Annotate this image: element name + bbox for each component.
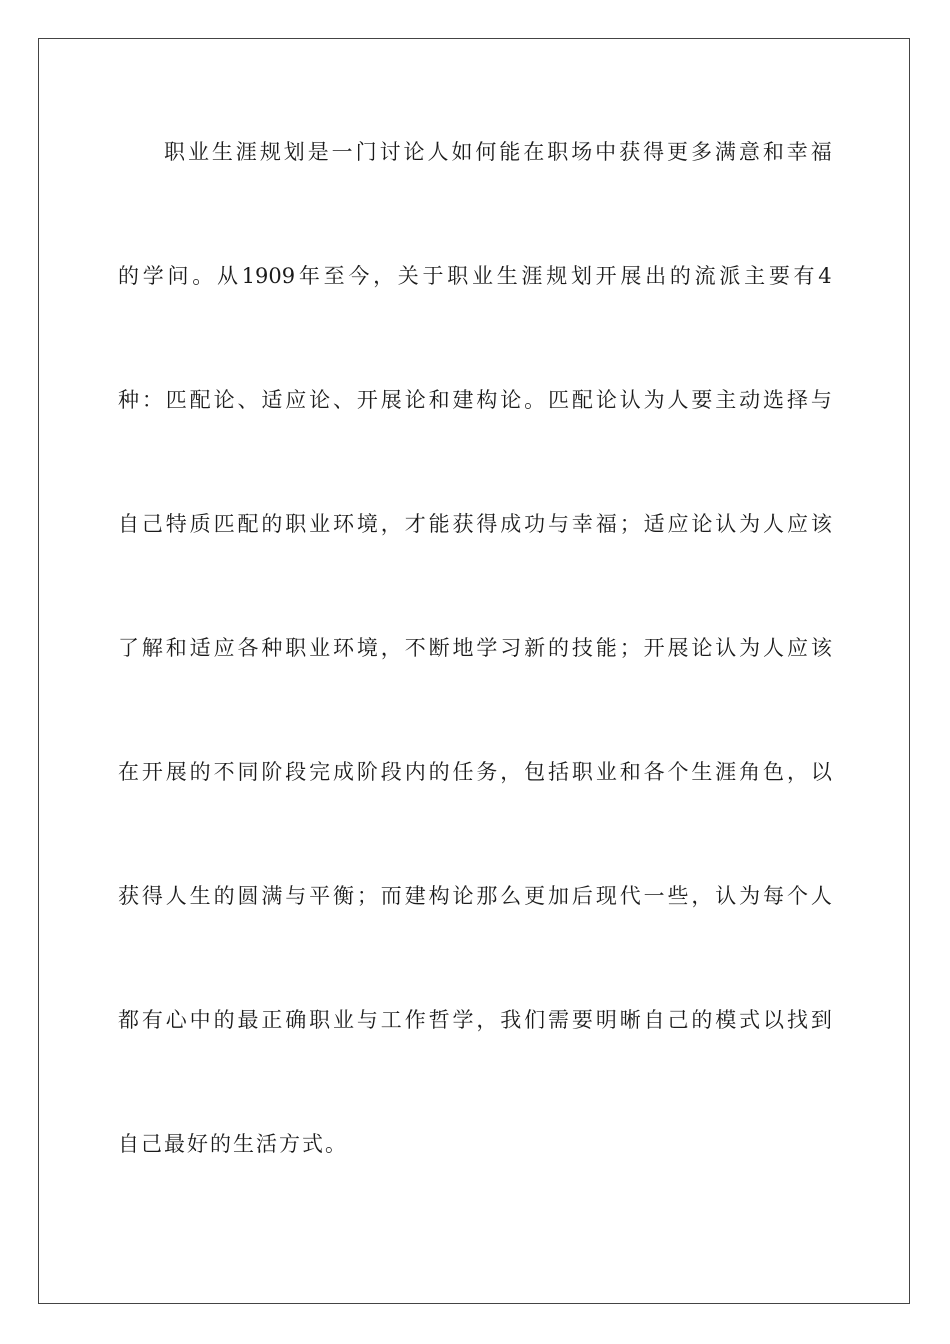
text-token: 环 [333, 512, 355, 536]
text-token: 展 [165, 760, 187, 784]
text-token: 解 [141, 636, 163, 660]
text-token: 己 [667, 1008, 689, 1032]
text-token: 开 [141, 760, 163, 784]
text-token: 主 [744, 264, 766, 288]
text-token: 、 [237, 388, 259, 412]
text-token: 才 [404, 512, 426, 536]
text-token: 个 [786, 884, 808, 908]
text-line-9: 自己最好的生活方式。 [118, 1132, 348, 1156]
text-token: 应 [285, 388, 307, 412]
text-token: 角 [739, 760, 761, 784]
text-token: 开 [643, 636, 665, 660]
text-token: 学 [452, 1008, 474, 1032]
text-token: 论 [309, 388, 331, 412]
text-token: 自 [643, 1008, 665, 1032]
text-token: 论 [213, 388, 235, 412]
text-token: 得 [476, 512, 498, 536]
text-token: 新 [524, 636, 546, 660]
text-token: 论 [500, 388, 522, 412]
text-line-4 [118, 512, 832, 536]
text-token: 年 [298, 264, 320, 288]
text-token: 获 [118, 884, 139, 908]
text-token: 规 [259, 140, 281, 164]
text-token: 自 [118, 512, 139, 536]
text-token: 模 [715, 1008, 737, 1032]
text-token: 开 [356, 388, 378, 412]
text-token: 配 [237, 512, 259, 536]
text-token: 们 [524, 1008, 546, 1032]
text-token: 更 [524, 884, 546, 908]
text-token: 业 [472, 264, 493, 288]
text-token: 不 [404, 636, 426, 660]
text-token: 人 [667, 388, 689, 412]
text-token: 业 [309, 512, 331, 536]
text-token: 于 [422, 264, 444, 288]
text-token: 环 [333, 636, 355, 660]
text-token: 生 [189, 884, 211, 908]
text-token: ， [476, 1008, 498, 1032]
text-token: 派 [719, 264, 741, 288]
text-token: 应 [667, 512, 689, 536]
text-token: 加 [548, 884, 570, 908]
text-token: 生 [496, 264, 518, 288]
text-token: 不 [213, 760, 235, 784]
text-token: 同 [237, 760, 259, 784]
text-token: 的 [691, 1008, 713, 1032]
text-token: 能 [595, 636, 617, 660]
text-token: 涯 [715, 760, 737, 784]
text-token: 构 [428, 884, 450, 908]
text-token: 幸 [571, 512, 593, 536]
text-token: 学 [142, 264, 164, 288]
text-token: 找 [786, 1008, 808, 1032]
text-token: 个 [667, 760, 689, 784]
text-token: 为 [739, 512, 761, 536]
text-token: 生 [691, 760, 713, 784]
text-token: 论 [595, 388, 617, 412]
text-token: 出 [645, 264, 667, 288]
text-token: 最 [237, 1008, 259, 1032]
text-token: 论 [452, 884, 474, 908]
text-token: 的 [669, 264, 691, 288]
text-token: 了 [118, 636, 139, 660]
text-token: 的 [261, 512, 283, 536]
text-token: 式 [739, 1008, 761, 1032]
text-token: 满 [714, 140, 736, 164]
text-token: 学 [476, 636, 498, 660]
text-token: 包 [524, 760, 546, 784]
text-token: 的 [548, 636, 570, 660]
text-token: 都 [118, 1008, 139, 1032]
text-token: 境 [356, 512, 378, 536]
text-token: 的 [213, 884, 235, 908]
text-token: 那 [476, 884, 498, 908]
text-token: 职 [309, 1008, 331, 1032]
text-token: 特 [165, 512, 187, 536]
text-token: 阶 [356, 760, 378, 784]
text-token: 匹 [548, 388, 570, 412]
text-token: 何 [475, 140, 497, 164]
text-token: ； [619, 512, 641, 536]
text-token: 和 [619, 760, 641, 784]
text-token: 获 [452, 512, 474, 536]
text-token: 关 [397, 264, 419, 288]
text-token: 些 [667, 884, 689, 908]
text-token: 职 [164, 140, 185, 164]
text-token: 展 [620, 264, 642, 288]
text-token: 展 [380, 388, 402, 412]
text-token: 明 [595, 1008, 617, 1032]
text-token: ， [500, 760, 522, 784]
text-token: 正 [261, 1008, 283, 1032]
text-token: 要 [768, 264, 790, 288]
text-token: 需 [548, 1008, 570, 1032]
text-token: 匹 [213, 512, 235, 536]
text-token: ， [691, 884, 713, 908]
text-token: 段 [380, 760, 402, 784]
text-token: 业 [309, 636, 331, 660]
text-token: 建 [404, 884, 426, 908]
text-token: 认 [715, 512, 737, 536]
text-token: 种 [118, 388, 139, 412]
text-token: 为 [643, 388, 665, 412]
text-token: 职 [571, 760, 593, 784]
text-token: 人 [427, 140, 449, 164]
text-token: 的 [213, 1008, 235, 1032]
text-token: 圆 [237, 884, 259, 908]
text-token: 己 [141, 512, 163, 536]
text-token: 如 [451, 140, 473, 164]
text-token: 论 [691, 512, 713, 536]
text-token: 色 [763, 760, 785, 784]
text-token: 动 [739, 388, 761, 412]
text-token: 门 [355, 140, 377, 164]
text-token: 业 [187, 140, 209, 164]
text-token: 为 [739, 884, 761, 908]
text-token: 到 [810, 1008, 832, 1032]
text-token: 成 [500, 512, 522, 536]
text-token: 得 [643, 140, 665, 164]
text-token: 能 [428, 512, 450, 536]
text-token: 应 [213, 636, 235, 660]
text-token: 意 [738, 140, 760, 164]
text-token: 规 [546, 264, 568, 288]
text-token: 哲 [428, 1008, 450, 1032]
text-token: 从 [216, 264, 238, 288]
text-token: 确 [285, 1008, 307, 1032]
text-token: 4 [818, 264, 832, 288]
text-token: 任 [452, 760, 474, 784]
text-line-3 [118, 388, 832, 412]
text-token: 业 [595, 760, 617, 784]
text-token: 开 [595, 264, 617, 288]
text-token: 为 [739, 636, 761, 660]
text-token: 人 [763, 636, 785, 660]
text-token: 人 [763, 512, 785, 536]
text-token: 择 [786, 388, 808, 412]
text-token: 流 [694, 264, 716, 288]
text-token: 务 [476, 760, 498, 784]
text-token: 代 [619, 884, 641, 908]
text-token: 种 [261, 636, 283, 660]
text-token: 得 [141, 884, 163, 908]
text-token: 地 [452, 636, 474, 660]
text-token: 与 [810, 388, 832, 412]
text-token: 技 [571, 636, 593, 660]
text-token: 论 [691, 636, 713, 660]
text-token: 福 [810, 140, 832, 164]
text-token: 构 [476, 388, 498, 412]
text-token: 认 [619, 388, 641, 412]
text-token: 以 [810, 760, 832, 784]
text-token: 是 [307, 140, 329, 164]
text-token: 论 [403, 140, 425, 164]
text-token: 应 [786, 512, 808, 536]
text-token: 工 [380, 1008, 402, 1032]
text-token: 我 [500, 1008, 522, 1032]
text-token: 生 [211, 140, 233, 164]
text-token: 今 [348, 264, 370, 288]
text-token: 应 [786, 636, 808, 660]
text-token: ， [380, 636, 402, 660]
text-line-1 [164, 140, 832, 164]
text-token: 作 [404, 1008, 426, 1032]
text-token: 与 [356, 1008, 378, 1032]
text-token: 划 [570, 264, 592, 288]
text-token: 更 [667, 140, 689, 164]
text-token: 职 [285, 512, 307, 536]
text-token: 境 [356, 636, 378, 660]
text-token: 涯 [521, 264, 543, 288]
text-token: 认 [715, 884, 737, 908]
text-token: 1909 [241, 264, 296, 288]
text-token: ： [141, 388, 163, 412]
text-token: 括 [548, 760, 570, 784]
text-token: 。 [524, 388, 546, 412]
text-token: 各 [643, 760, 665, 784]
text-token: 多 [690, 140, 712, 164]
text-token: 功 [524, 512, 546, 536]
text-token: 获 [619, 140, 641, 164]
text-token: 至 [323, 264, 345, 288]
text-token: 选 [763, 388, 785, 412]
text-token: 福 [595, 512, 617, 536]
text-token: 一 [643, 884, 665, 908]
text-token: 习 [500, 636, 522, 660]
text-token: 和 [428, 388, 450, 412]
text-token: 配 [571, 388, 593, 412]
text-token: 和 [762, 140, 784, 164]
text-token: 以 [763, 1008, 785, 1032]
text-line-7 [118, 884, 832, 908]
text-token: 平 [309, 884, 331, 908]
text-token: 涯 [235, 140, 257, 164]
text-token: 一 [331, 140, 353, 164]
text-token: 配 [189, 388, 211, 412]
text-token: 有 [141, 1008, 163, 1032]
text-token: 阶 [261, 760, 283, 784]
text-token: 每 [763, 884, 785, 908]
text-token: 适 [189, 636, 211, 660]
text-token: 么 [500, 884, 522, 908]
text-token: 段 [285, 760, 307, 784]
text-line-5 [118, 636, 832, 660]
text-token: 能 [499, 140, 521, 164]
text-token: 中 [595, 140, 617, 164]
text-token: 内 [404, 760, 426, 784]
text-token: 在 [523, 140, 545, 164]
text-token: 、 [333, 388, 355, 412]
text-token: 职 [547, 140, 569, 164]
text-token: 的 [118, 264, 139, 288]
text-token: 中 [189, 1008, 211, 1032]
text-token: 。 [192, 264, 214, 288]
text-token: 和 [165, 636, 187, 660]
page-border [38, 38, 910, 1304]
text-token: 衡 [333, 884, 355, 908]
text-token: 要 [691, 388, 713, 412]
text-token: ， [380, 512, 402, 536]
text-token: 与 [548, 512, 570, 536]
text-token: 后 [571, 884, 593, 908]
text-token: 划 [283, 140, 305, 164]
text-token: 适 [643, 512, 665, 536]
text-token: 在 [118, 760, 139, 784]
text-token: 职 [285, 636, 307, 660]
text-token: 与 [285, 884, 307, 908]
text-token: 晰 [619, 1008, 641, 1032]
text-token: 而 [380, 884, 402, 908]
text-token: ， [786, 760, 808, 784]
text-token: 讨 [379, 140, 401, 164]
text-token: 人 [810, 884, 832, 908]
text-token: 各 [237, 636, 259, 660]
text-token: 有 [793, 264, 815, 288]
text-token: 幸 [786, 140, 808, 164]
text-token: 现 [595, 884, 617, 908]
text-token: 满 [261, 884, 283, 908]
text-token: 职 [447, 264, 469, 288]
text-token: 问 [167, 264, 189, 288]
text-line-2 [118, 264, 832, 288]
text-token: 成 [333, 760, 355, 784]
text-token: 断 [428, 636, 450, 660]
text-token: 业 [333, 1008, 355, 1032]
text-token: 该 [810, 636, 832, 660]
text-token: 完 [309, 760, 331, 784]
text-token: 该 [810, 512, 832, 536]
text-token: ， [373, 264, 395, 288]
text-token: 质 [189, 512, 211, 536]
text-token: 主 [715, 388, 737, 412]
text-token: ； [356, 884, 378, 908]
text-token: 论 [404, 388, 426, 412]
text-token: 要 [571, 1008, 593, 1032]
text-token: 场 [571, 140, 593, 164]
text-token: 的 [428, 760, 450, 784]
text-line-8 [118, 1008, 832, 1032]
text-token: 适 [261, 388, 283, 412]
text-token: 心 [165, 1008, 187, 1032]
text-token: 匹 [165, 388, 187, 412]
text-token: 建 [452, 388, 474, 412]
text-token: ； [619, 636, 641, 660]
text-line-6 [118, 760, 832, 784]
text-token: 的 [189, 760, 211, 784]
text-token: 展 [667, 636, 689, 660]
text-token: 人 [165, 884, 187, 908]
text-token: 认 [715, 636, 737, 660]
